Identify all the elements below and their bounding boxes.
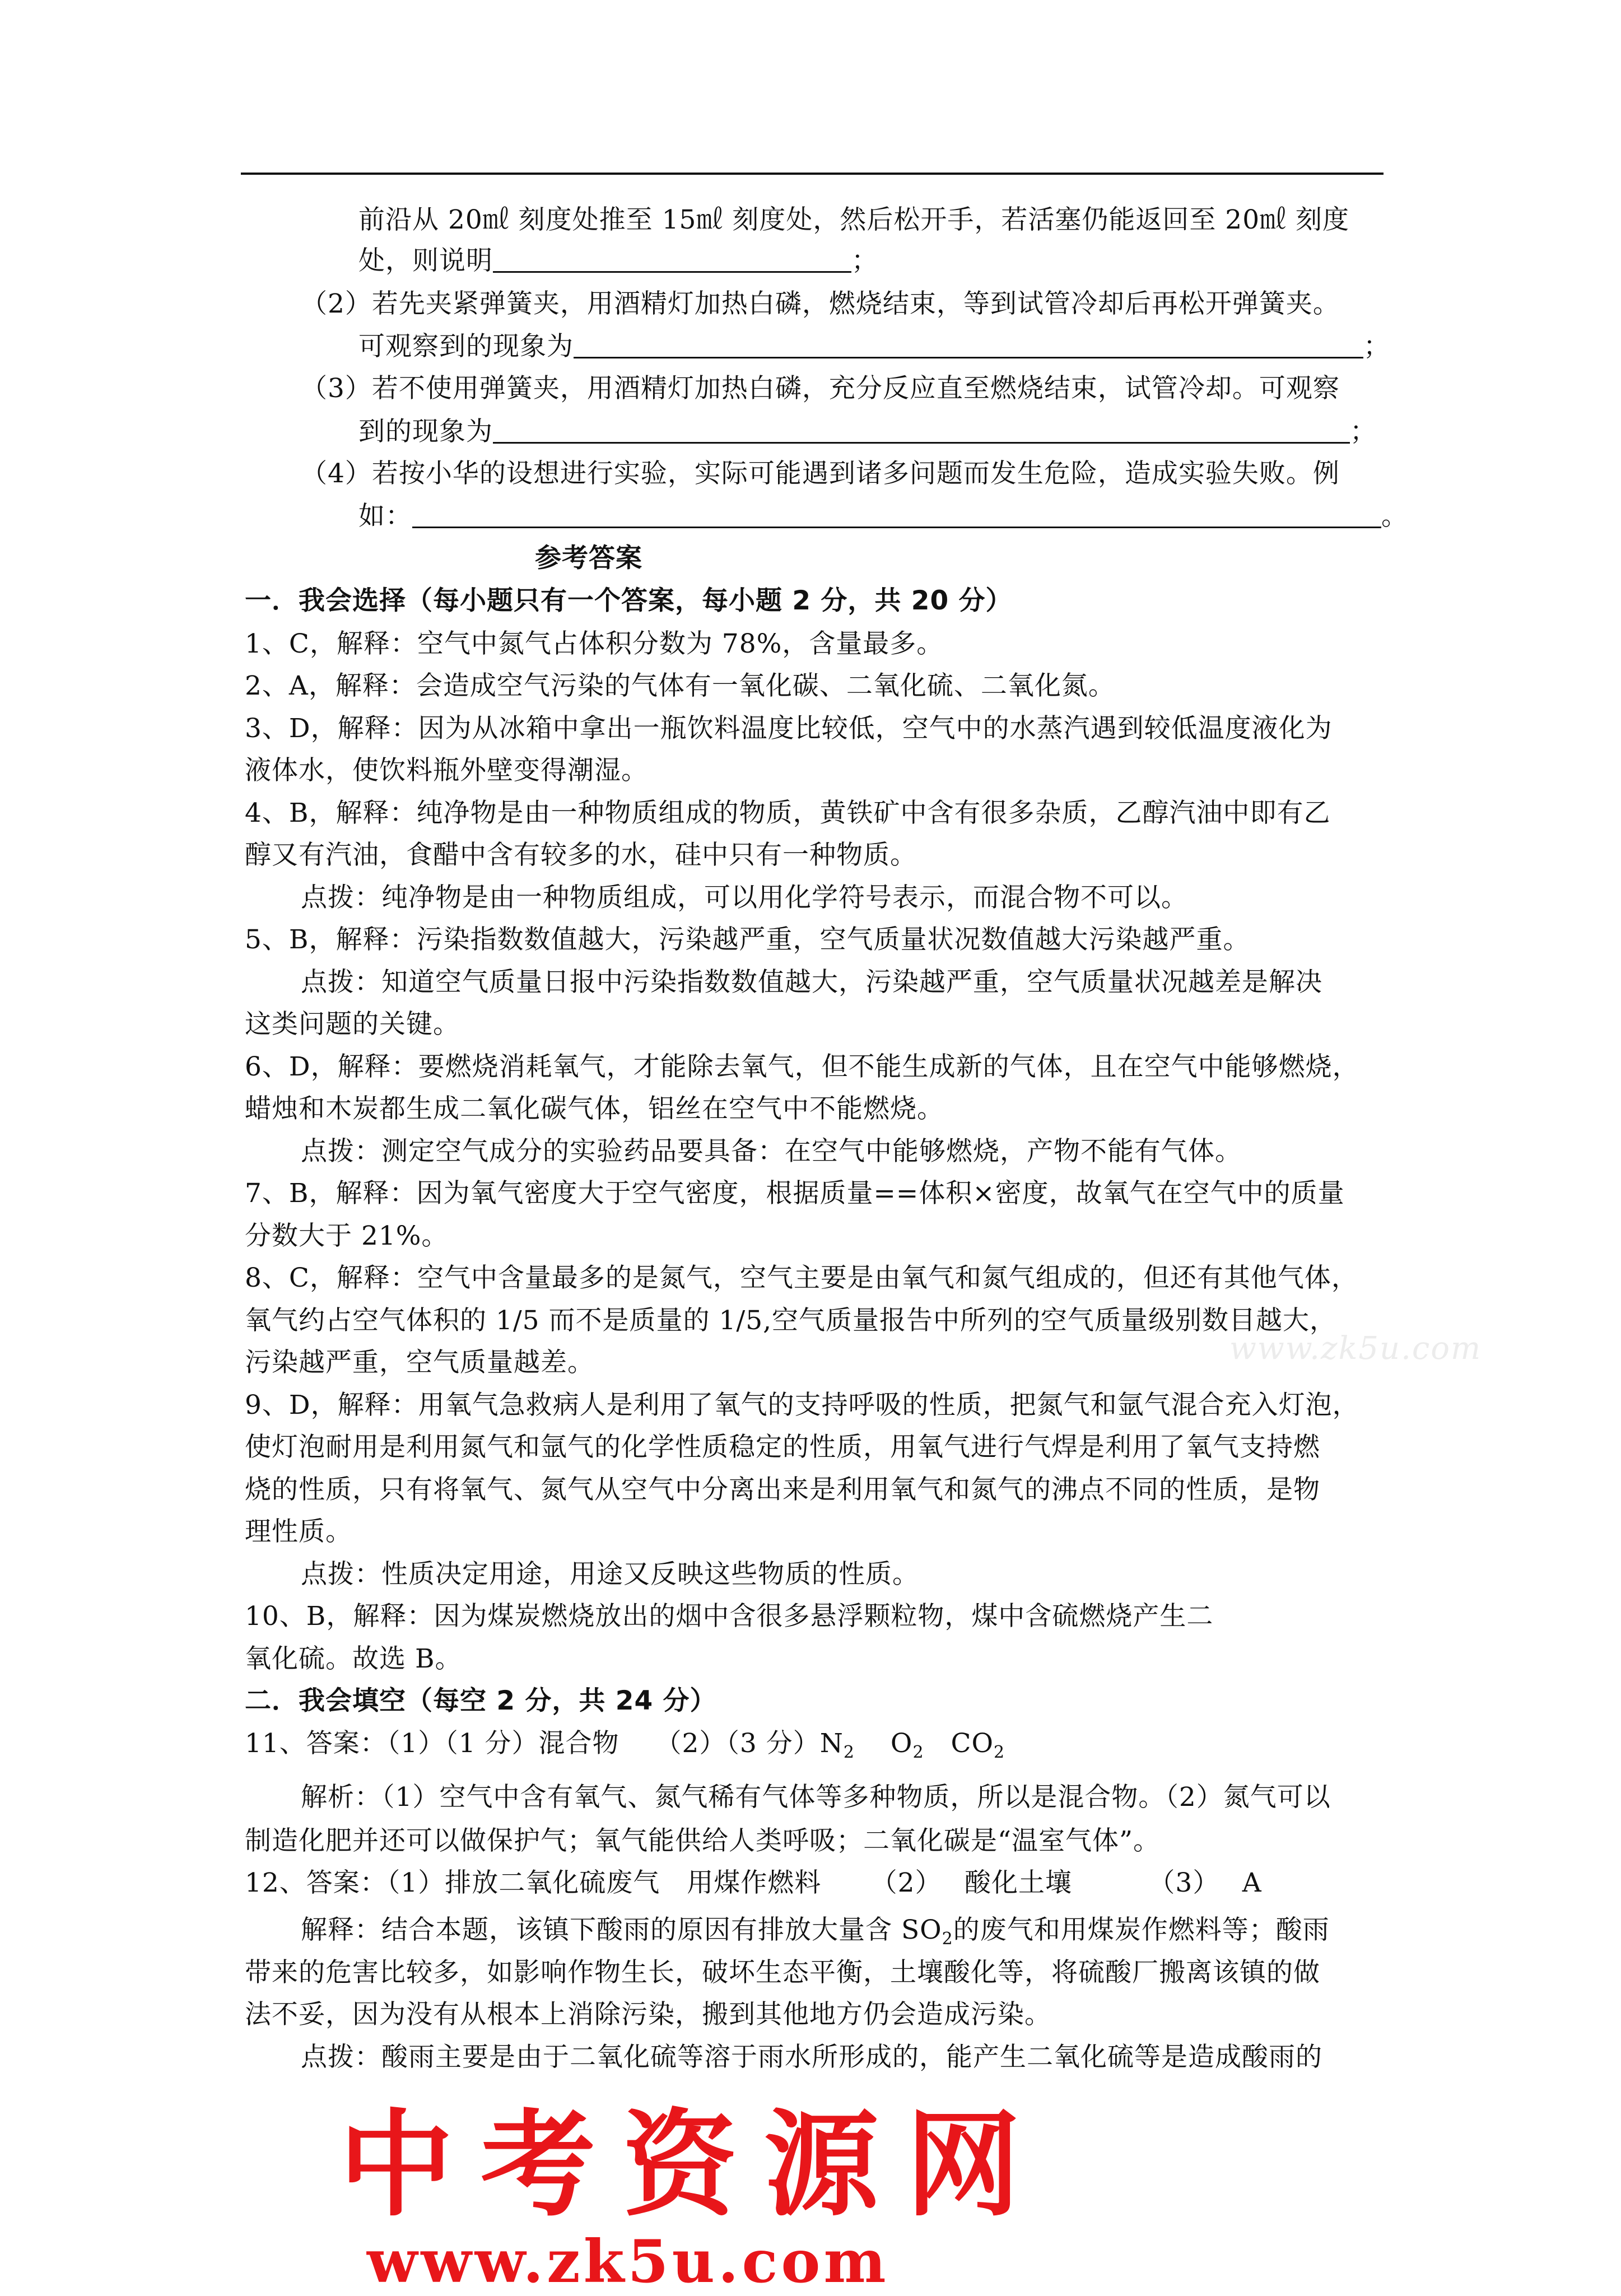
text-line: 点拨：酸雨主要是由于二氧化硫等溶于雨水所形成的，能产生二氧化硫等是造成酸雨的 [301,2042,1322,2073]
text-line: 8、C，解释：空气中含量最多的是氮气，空气主要是由氧气和氮气组成的，但还有其他气体， [245,1263,1358,1293]
text-line: 12、答案：（1）排放二氧化硫废气 用煤作燃料 （2） 酸化土壤 （3） A [245,1867,1262,1898]
answer-blank [493,417,1350,444]
text-line: 前沿从 20㎖ 刻度处推至 15㎖ 刻度处，然后松开手，若活塞仍能返回至 20㎖ 刻度 [358,204,1350,235]
text-line: 醇又有汽油，食醋中含有较多的水，硅中只有一种物质。 [245,840,917,870]
section-heading: 一．我会选择（每小题只有一个答案，每小题 2 分，共 20 分） [245,585,1013,616]
text-line: 如： 。 [358,501,1408,532]
site-url[interactable]: www.zk5u.com [367,2227,889,2296]
text-line: 2、A，解释：会造成空气污染的气体有一氧化碳、二氧化硫、二氧化氮。 [245,670,1115,701]
text-line: 3、D，解释：因为从冰箱中拿出一瓶饮料温度比较低，空气中的水蒸汽遇到较低温度液化为 [245,713,1333,744]
text-line: 液体水，使饮料瓶外壁变得潮湿。 [245,755,648,786]
text-line: 点拨：性质决定用途，用途又反映这些物质的性质。 [301,1559,919,1590]
text-line: 这类问题的关键。 [245,1009,460,1040]
text-line: 烧的性质，只有将氧气、氮气从空气中分离出来是利用氧气和氮气的沸点不同的性质，是物 [245,1474,1320,1505]
text-line: （4）若按小华的设想进行实验，实际可能遇到诸多问题而发生危险，造成实验失败。例 [301,458,1340,489]
text-line: （3）若不使用弹簧夹，用酒精灯加热白磷，充分反应直至燃烧结束，试管冷却。可观察 [301,373,1340,404]
text-line: 解析：（1）空气中含有氧气、氮气稀有气体等多种物质，所以是混合物。（2）氮气可以 [301,1782,1331,1813]
text-line: 9、D，解释：用氧气急救病人是利用了氧气的支持呼吸的性质，把氮气和氩气混合充入灯泡， [245,1390,1359,1421]
text-line: 解释：结合本题，该镇下酸雨的原因有排放大量含 $SO_2$的废气和用煤炭作燃料等；酸雨 [301,1915,1330,1949]
text-line: 4、B，解释：纯净物是由一种物质组成的物质，黄铁矿中含有很多杂质，乙醇汽油中即有乙 [245,798,1331,828]
text-line: 理性质。 [245,1516,352,1547]
text-line: （2）若先夹紧弹簧夹，用酒精灯加热白磷，燃烧结束，等到试管冷却后再松开弹簧夹。 [301,288,1340,319]
text-line: 分数大于 21%。 [245,1221,449,1251]
text-line: 点拨：知道空气质量日报中污染指数数值越大，污染越严重，空气质量状况越差是解决 [301,967,1322,998]
text-line: 蜡烛和木炭都生成二氧化碳气体，铝丝在空气中不能燃烧。 [245,1093,944,1124]
text-line: 11、答案：（1）（1 分）混合物 （2）（3 分）$N_2$ $O_2$ $CO_2$ [245,1728,1005,1762]
header-rule [241,173,1384,175]
text-line: 6、D，解释：要燃烧消耗氧气，才能除去氧气，但不能生成新的气体，且在空气中能够燃烧， [245,1051,1359,1082]
text-line: 可观察到的现象为 ； [358,331,1390,362]
text-line: 氧气约占空气体积的 1/5 而不是质量的 1/5,空气质量报告中所列的空气质量级别数目越大， [245,1305,1337,1336]
text-line: 5、B，解释：污染指数数值越大，污染越严重，空气质量状况数值越大污染越严重。 [245,924,1250,955]
text-line: 7、B，解释：因为氧气密度大于空气密度，根据质量==体积×密度，故氧气在空气中的质量 [245,1178,1345,1209]
text-line: 污染越严重，空气质量越差。 [245,1347,594,1378]
watermark: www.zk5u.com [1229,1330,1482,1367]
text-line: 点拨：测定空气成分的实验药品要具备：在空气中能够燃烧，产物不能有气体。 [301,1136,1242,1167]
text-line: 制造化肥并还可以做保护气；氧气能供给人类呼吸；二氧化碳是“温室气体”。 [245,1825,1161,1856]
answer-blank [574,332,1363,358]
text-line: 点拨：纯净物是由一种物质组成，可以用化学符号表示，而混合物不可以。 [301,882,1188,913]
text-line: 氧化硫。故选 B。 [245,1643,462,1674]
text-line: 10、B，解释：因为煤炭燃烧放出的烟中含很多悬浮颗粒物，煤中含硫燃烧产生二 [245,1601,1214,1632]
answer-blank [412,502,1381,528]
text-line: 1、C，解释：空气中氮气占体积分数为 78%，含量最多。 [245,628,944,659]
answer-blank [493,246,851,273]
section-heading: 二．我会填空（每空 2 分，共 24 分） [245,1685,717,1716]
text-line: 带来的危害比较多，如影响作物生长，破坏生态平衡，土壤酸化等，将硫酸厂搬离该镇的做 [245,1957,1320,1988]
section-title: 参考答案 [535,543,642,574]
text-line: 法不妥，因为没有从根本上消除污染，搬到其他地方仍会造成污染。 [245,1999,1051,2030]
site-logo: 中考资源网 [339,2098,1047,2232]
text-line: 到的现象为 ； [358,416,1377,447]
text-line: 使灯泡耐用是利用氮气和氩气的化学性质稳定的性质，用氧气进行气焊是利用了氧气支持燃 [245,1432,1320,1463]
text-line: 处，则说明 ； [358,245,878,276]
